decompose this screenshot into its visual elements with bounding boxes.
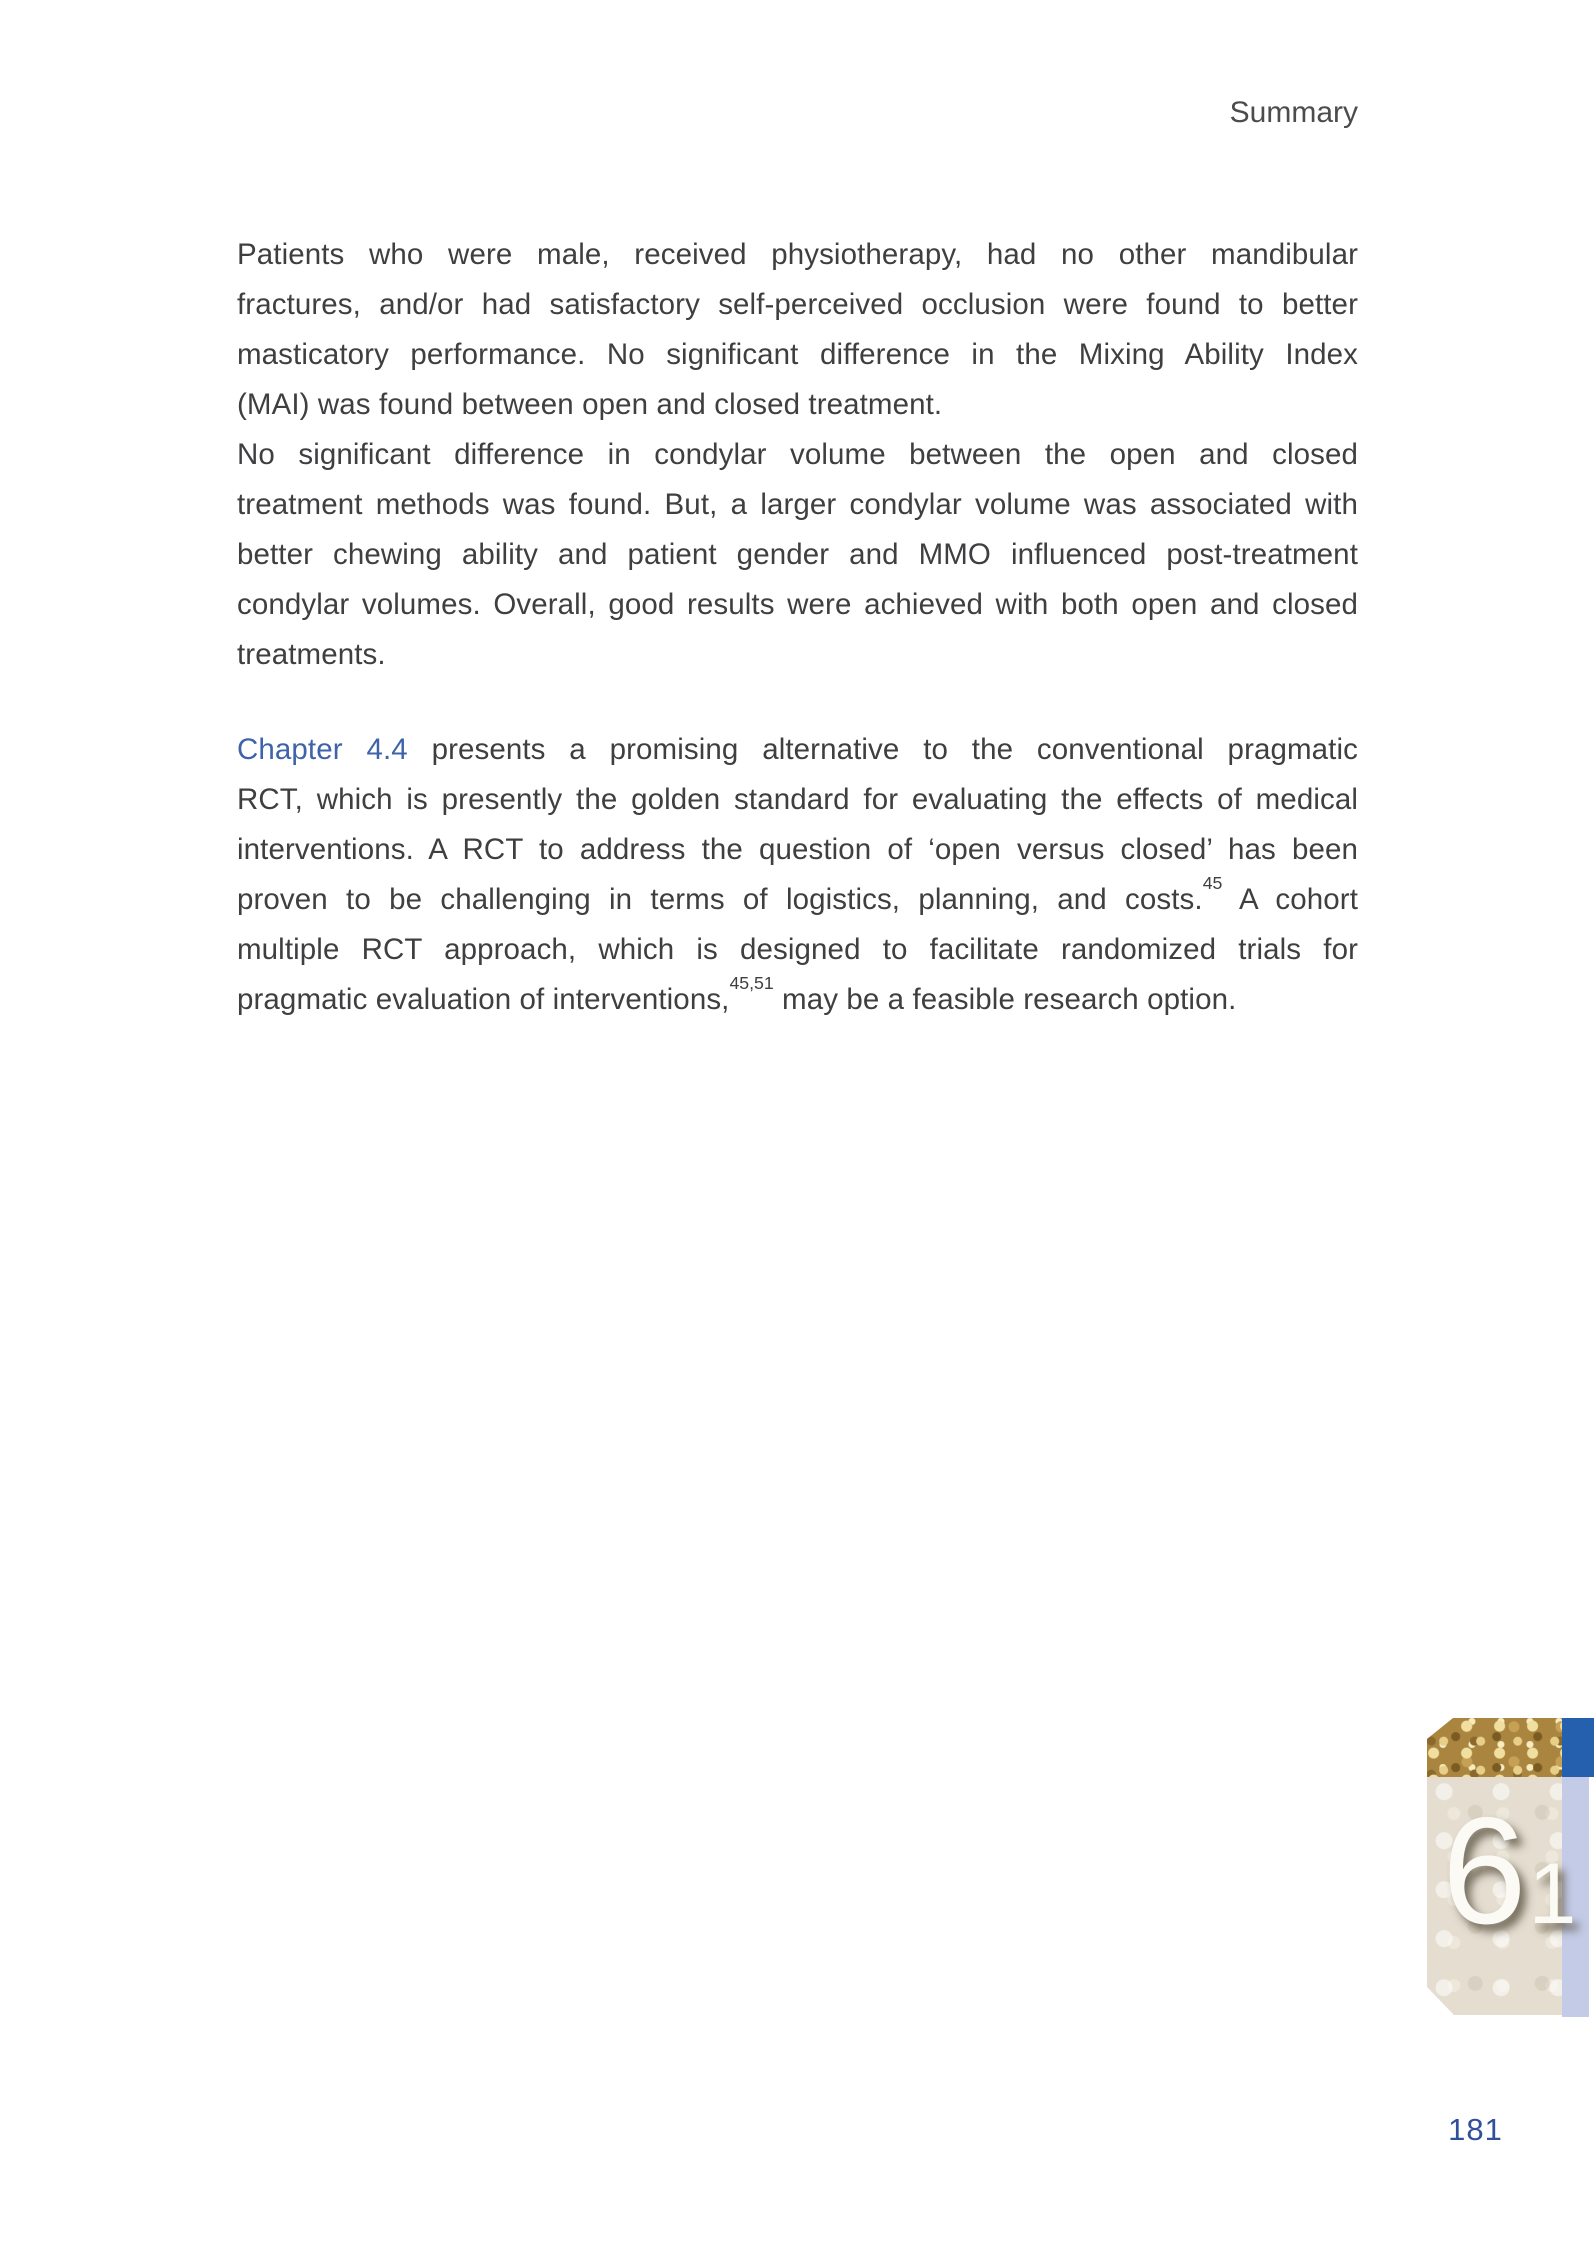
paragraph-2 xyxy=(237,430,1358,680)
chapter-reference: Chapter 4.4 xyxy=(237,733,408,766)
text-line: Patients who were male, received physiotherapy, had no other mandibular xyxy=(237,238,1358,271)
text-line: better chewing ability and patient gender and MMO influenced post-treatment xyxy=(237,538,1358,571)
chapter-tab-gold-band xyxy=(1427,1718,1562,1777)
chapter-tab-blue-square xyxy=(1562,1718,1594,1777)
text-line: multiple RCT approach, which is designed to facilitate randomized trials for xyxy=(237,933,1358,966)
text-segment: presents a promising alternative to the conventional pragmatic xyxy=(407,733,1358,766)
paragraph-1 xyxy=(237,230,1358,430)
running-header: Summary xyxy=(1229,96,1358,129)
chapter-number-main: 6 xyxy=(1442,1786,1527,1956)
text-segment: proven to be challenging in terms of logistics, planning, and costs. xyxy=(237,883,1203,916)
text-segment: pragmatic evaluation of interventions, xyxy=(237,983,730,1016)
text-line: treatments. xyxy=(237,638,386,671)
text-line: condylar volumes. Overall, good results were achieved with both open and closed xyxy=(237,588,1358,621)
chapter-number xyxy=(1427,1786,1587,1956)
body-text xyxy=(237,230,1358,1025)
text-segment: A cohort xyxy=(1222,883,1358,916)
text-line xyxy=(237,872,1358,925)
paragraph-3 xyxy=(237,725,1358,1025)
text-line: interventions. A RCT to address the question of ‘open versus closed’ has been xyxy=(237,833,1358,866)
text-line xyxy=(237,725,1358,775)
text-segment: may be a feasible research option. xyxy=(773,983,1237,1016)
chapter-number-subscript: 1 xyxy=(1528,1846,1577,1942)
footnote-reference: 45 xyxy=(1202,872,1223,893)
text-line: fractures, and/or had satisfactory self-perceived occlusion were found to better xyxy=(237,288,1358,321)
text-line: (MAI) was found between open and closed treatment. xyxy=(237,388,943,421)
text-line: No significant difference in condylar volume between the open and closed xyxy=(237,438,1358,471)
page-number: 181 xyxy=(1448,2112,1503,2147)
text-line: masticatory performance. No significant difference in the Mixing Ability Index xyxy=(237,338,1358,371)
text-line: treatment methods was found. But, a larger condylar volume was associated with xyxy=(237,488,1358,521)
footnote-reference: 45,51 xyxy=(729,972,774,993)
text-line xyxy=(237,972,1358,1025)
text-line: RCT, which is presently the golden standard for evaluating the effects of medical xyxy=(237,783,1358,816)
